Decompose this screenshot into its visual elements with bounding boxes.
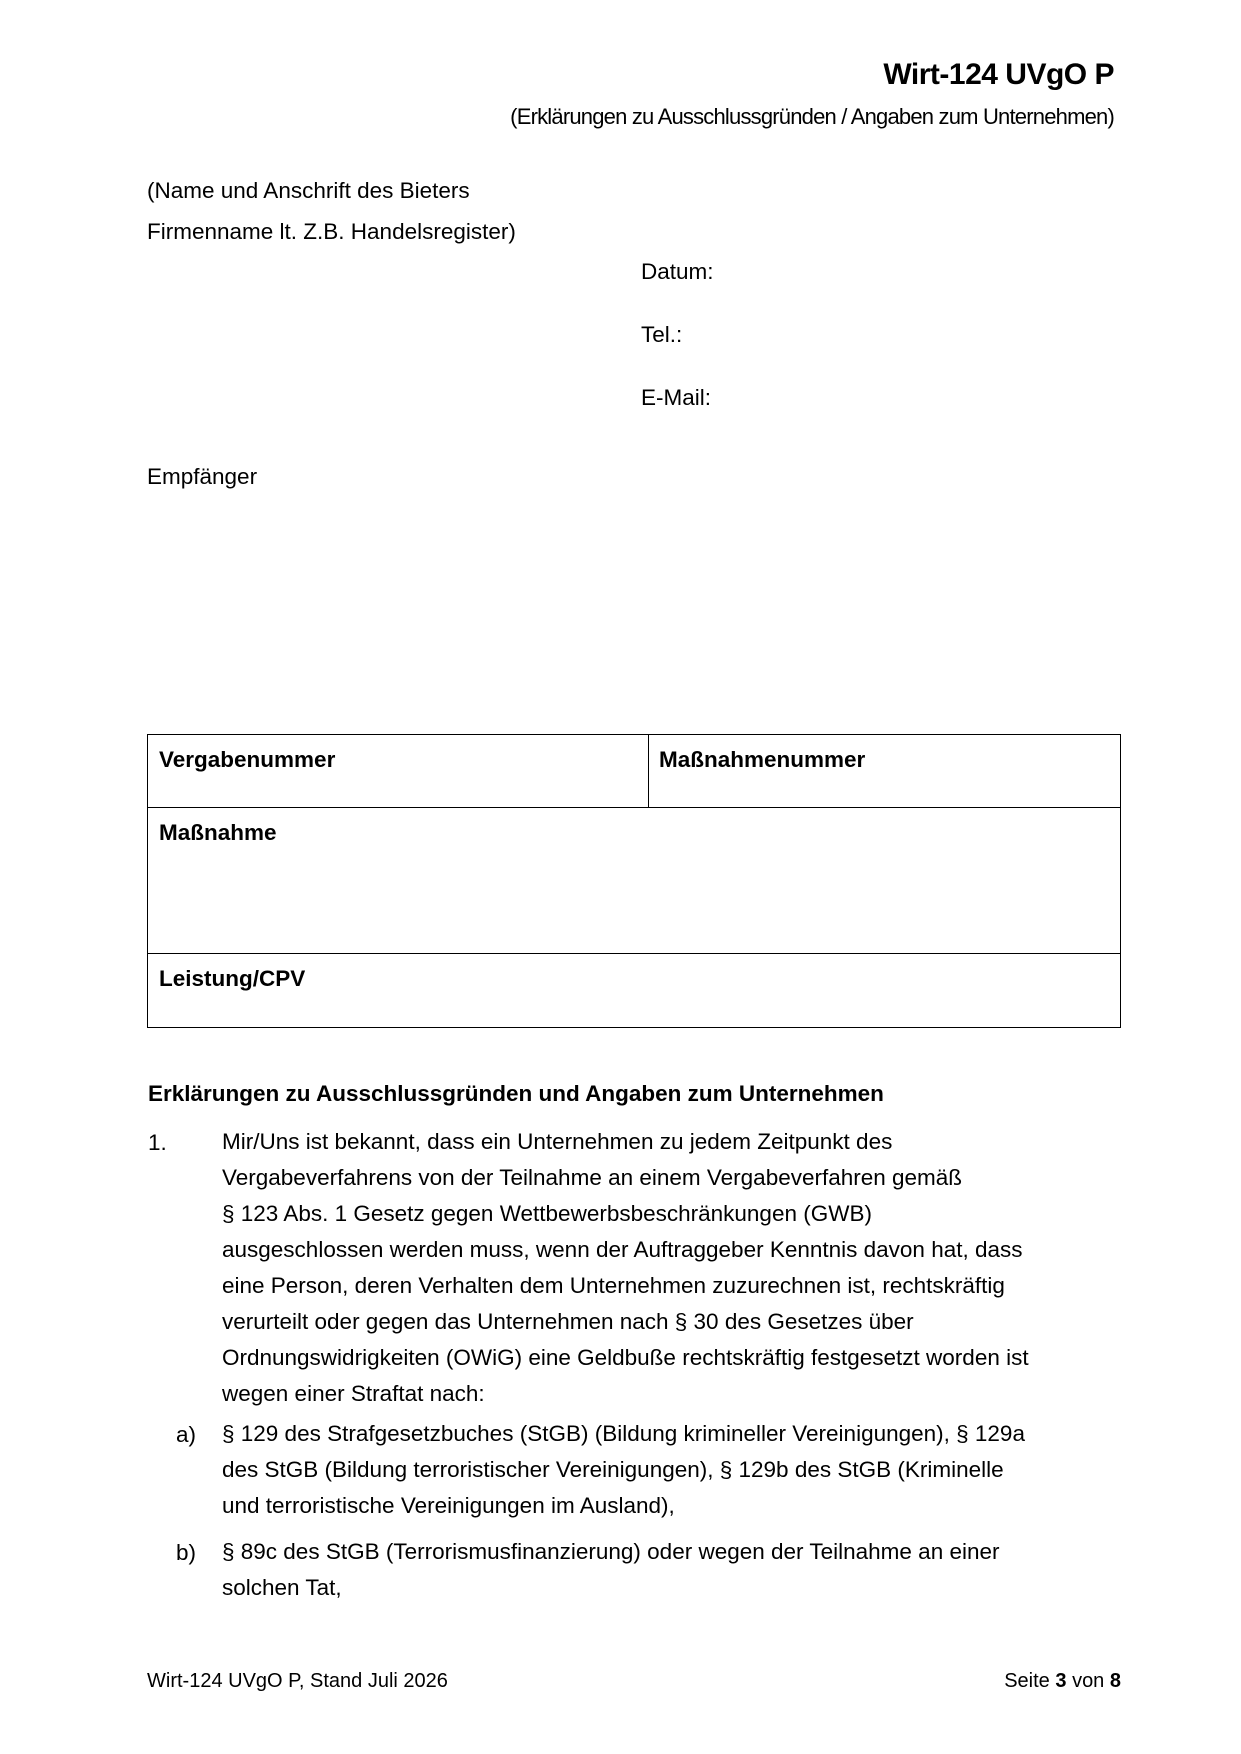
text-line: Ordnungswidrigkeiten (OWiG) eine Geldbuße rechtskräftig festgesetzt worden ist bbox=[222, 1345, 1029, 1370]
page-current: 3 bbox=[1055, 1670, 1067, 1692]
bidder-label-line2: Firmenname lt. Z.B. Handelsregister) bbox=[147, 219, 516, 244]
text-line: eine Person, deren Verhalten dem Unternehmen zuzurechnen ist, rechtskräftig bbox=[222, 1273, 1005, 1298]
leistung-cpv-cell[interactable] bbox=[148, 954, 1120, 1027]
text-line: § 89c des StGB (Terrorismusfinanzierung) oder wegen der Teilnahme an einer bbox=[222, 1539, 1000, 1564]
vergabenummer-cell[interactable] bbox=[148, 735, 648, 807]
page-total: 8 bbox=[1109, 1670, 1121, 1692]
text-line: Vergabeverfahrens von der Teilnahme an einem Vergabeverfahren gemäß bbox=[222, 1165, 963, 1190]
subitem-text bbox=[222, 1416, 1122, 1524]
massnahmenummer-cell[interactable] bbox=[648, 735, 1120, 807]
list-item-number: 1. bbox=[148, 1130, 167, 1155]
text-line: Mir/Uns ist bekannt, dass ein Unternehmen zu jedem Zeitpunkt des bbox=[222, 1129, 893, 1154]
page-number bbox=[1004, 1670, 1121, 1693]
section-heading: Erklärungen zu Ausschlussgründen und Angaben zum Unternehmen bbox=[148, 1081, 884, 1106]
text-line: wegen einer Straftat nach: bbox=[222, 1381, 485, 1406]
text-line: § 123 Abs. 1 Gesetz gegen Wettbewerbsbeschränkungen (GWB) bbox=[222, 1201, 872, 1226]
bidder-label-line1: (Name und Anschrift des Bieters bbox=[147, 178, 470, 203]
subitem-label: a) bbox=[176, 1422, 197, 1447]
page-prefix: Seite bbox=[1004, 1670, 1050, 1692]
footer-document-info: Wirt-124 UVgO P, Stand Juli 2026 bbox=[147, 1670, 448, 1692]
date-label: Datum: bbox=[641, 259, 714, 284]
document-title: Wirt-124 UVgO P bbox=[883, 58, 1114, 91]
text-line: verurteilt oder gegen das Unternehmen nach § 30 des Gesetzes über bbox=[222, 1309, 914, 1334]
massnahme-cell[interactable] bbox=[148, 808, 1120, 953]
text-line: ausgeschlossen werden muss, wenn der Auftraggeber Kenntnis davon hat, dass bbox=[222, 1237, 1023, 1262]
list-item-text bbox=[222, 1124, 1122, 1412]
recipient-label: Empfänger bbox=[147, 464, 258, 489]
massnahmenummer-label: Maßnahmenummer bbox=[659, 747, 866, 772]
phone-label: Tel.: bbox=[641, 322, 683, 347]
text-line: § 129 des Strafgesetzbuches (StGB) (Bildung krimineller Vereinigungen), § 129a bbox=[222, 1421, 1025, 1446]
procurement-info-table bbox=[147, 734, 1121, 1028]
vergabenummer-label: Vergabenummer bbox=[159, 747, 336, 772]
subitem-label: b) bbox=[176, 1540, 197, 1565]
leistung-cpv-label: Leistung/CPV bbox=[159, 966, 306, 991]
text-line: des StGB (Bildung terroristischer Vereinigungen), § 129b des StGB (Kriminelle bbox=[222, 1457, 1004, 1482]
document-subtitle: (Erklärungen zu Ausschlussgründen / Angaben zum Unternehmen) bbox=[510, 104, 1114, 129]
page-separator: von bbox=[1072, 1670, 1105, 1692]
subitem-text bbox=[222, 1534, 1122, 1606]
text-line: und terroristische Vereinigungen im Ausland), bbox=[222, 1493, 675, 1518]
email-label: E-Mail: bbox=[641, 385, 712, 410]
text-line: solchen Tat, bbox=[222, 1575, 342, 1600]
massnahme-label: Maßnahme bbox=[159, 820, 277, 845]
